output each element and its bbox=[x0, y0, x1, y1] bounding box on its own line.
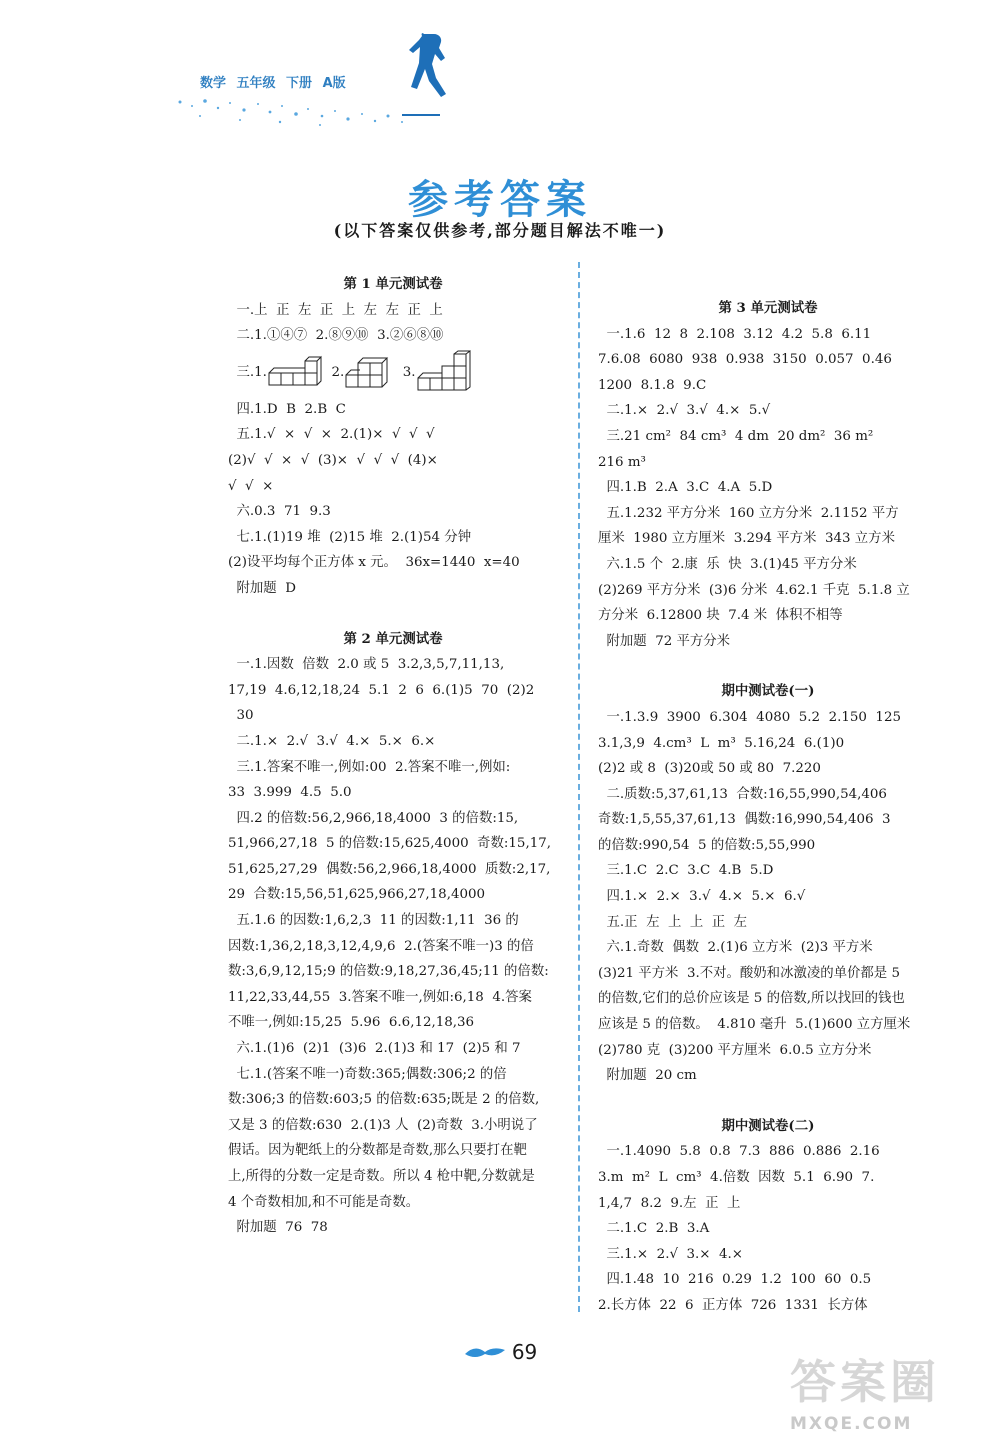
answer-line: 七.1.(1)19 堆 (2)15 堆 2.(1)54 分钟 bbox=[228, 529, 472, 545]
left-column bbox=[228, 272, 558, 1241]
answer-line: 附加题 76 78 bbox=[228, 1220, 328, 1236]
answer-line: (2)设平均每个正方体 x 元。 36x=1440 x=40 bbox=[228, 555, 520, 571]
answer-line: 2.长方体 22 6 正方体 726 1331 长方体 bbox=[598, 1297, 868, 1313]
section-title-unit3: 第 3 单元测试卷 bbox=[718, 300, 818, 316]
cube-figure-1-icon bbox=[267, 355, 323, 389]
answer-line: 五.1.6 的因数:1,6,2,3 11 的因数:1,11 36 的 bbox=[228, 913, 519, 929]
watermark-url: MXQE.COM bbox=[790, 1414, 913, 1434]
answer-line: 一.1.3.9 3900 6.304 4080 5.2 2.150 125 bbox=[598, 709, 901, 725]
right-column bbox=[598, 296, 938, 1319]
answer-line: 33 3.999 4.5 5.0 bbox=[228, 785, 352, 801]
answer-line: 应该是 5 的倍数。 4.810 毫升 5.(1)600 立方厘米 bbox=[598, 1017, 911, 1033]
answer-line: 三.1.× 2.√ 3.× 4.× bbox=[598, 1246, 743, 1262]
section-title-midterm2: 期中测试卷(二) bbox=[721, 1117, 815, 1134]
answer-line: 四.1.× 2.× 3.√ 4.× 5.× 6.√ bbox=[598, 889, 806, 905]
answer-line: (2)780 克 (3)200 平方厘米 6.0.5 立方分米 bbox=[598, 1042, 872, 1058]
answer-line: 三.21 cm² 84 cm³ 4 dm 20 dm² 36 m² bbox=[598, 428, 874, 444]
skater-silhouette-icon bbox=[400, 30, 460, 120]
answer-line: 一.上 正 左 正 上 左 左 正 上 bbox=[228, 302, 443, 318]
watermark-logo: 答案圈 bbox=[790, 1355, 940, 1409]
answer-label: 三.1. bbox=[228, 364, 267, 380]
sparkle-trail-decoration bbox=[170, 92, 430, 132]
answer-line: 1200 8.1.8 9.C bbox=[598, 377, 707, 393]
answer-label: 2. bbox=[331, 364, 345, 380]
answer-line: 四.1.D B 2.B C bbox=[228, 401, 346, 417]
answer-line: 六.1.奇数 偶数 2.(1)6 立方米 (2)3 平方米 bbox=[598, 940, 873, 956]
answer-line: (2)2 或 8 (3)20或 50 或 80 7.220 bbox=[598, 761, 821, 777]
answer-label: 3. bbox=[402, 364, 416, 380]
answer-line: 一.1.因数 倍数 2.0 或 5 3.2,3,5,7,11,13, bbox=[228, 657, 505, 673]
answer-line: 的倍数,它们的总价应该是 5 的倍数,所以找回的钱也 bbox=[598, 991, 905, 1007]
book-header bbox=[170, 30, 470, 150]
answer-line: (3)21 平方米 3.不对。酸奶和冰激凌的单价都是 5 bbox=[598, 965, 900, 981]
answer-line: 数:3,6,9,12,15;9 的倍数:9,18,27,36,45;11 的倍数: bbox=[228, 964, 549, 980]
answer-line: 二.1.× 2.√ 3.√ 4.× 5.× 6.× bbox=[228, 733, 436, 749]
answer-line: 二.1.①④⑦ 2.⑧⑨⑩ 3.②⑥⑧⑩ bbox=[228, 328, 444, 344]
answer-line-cubes bbox=[228, 349, 558, 397]
answer-line: 3.m m² L cm³ 4.倍数 因数 5.1 6.90 7. bbox=[598, 1170, 875, 1185]
answer-line: 三.1.C 2.C 3.C 4.B 5.D bbox=[598, 863, 774, 879]
answer-line: 上,所得的分数一定是奇数。所以 4 枪中靶,分数就是 bbox=[228, 1169, 535, 1184]
cube-figure-3-icon bbox=[416, 350, 476, 394]
section-title-unit2: 第 2 单元测试卷 bbox=[343, 630, 443, 647]
answer-line: 数:306;3 的倍数:603;5 的倍数:635;既是 2 的倍数, bbox=[228, 1092, 540, 1108]
answer-line: 附加题 72 平方分米 bbox=[598, 633, 731, 649]
answer-line: 的倍数:990,54 5 的倍数:5,55,990 bbox=[598, 837, 816, 853]
answer-line: 二.1.× 2.√ 3.√ 4.× 5.√ bbox=[598, 403, 771, 419]
answer-line: 51,625,27,29 偶数:56,2,966,18,4000 质数:2,17, bbox=[228, 861, 551, 877]
answer-line: 五.1.√ × √ × 2.(1)× √ √ √ bbox=[228, 427, 435, 443]
section-title-unit1: 第 1 单元测试卷 bbox=[343, 276, 443, 292]
answer-line: (2)√ √ × √ (3)× √ √ √ (4)× bbox=[228, 452, 438, 468]
answer-line: 四.1.48 10 216 0.29 1.2 100 60 0.5 bbox=[598, 1272, 872, 1288]
answer-line: 1,4,7 8.2 9.左 正 上 bbox=[598, 1195, 741, 1211]
answer-line: 一.1.4090 5.8 0.8 7.3 886 0.886 2.16 bbox=[598, 1144, 880, 1160]
answer-line: 三.1.答案不唯一,例如:00 2.答案不唯一,例如: bbox=[228, 759, 511, 775]
answer-line: 7.6.08 6080 938 0.938 3150 0.057 0.46 bbox=[598, 352, 892, 368]
answer-line: 附加题 D bbox=[228, 580, 296, 596]
column-divider bbox=[578, 262, 580, 1312]
answer-line: 又是 3 的倍数:630 2.(1)3 人 (2)奇数 3.小明说了 bbox=[228, 1117, 538, 1133]
page-title: 参考答案 bbox=[408, 177, 592, 223]
answer-line: 四.2 的倍数:56,2,966,18,4000 3 的倍数:15, bbox=[228, 810, 519, 826]
answer-line: 4 个奇数相加,和不可能是奇数。 bbox=[228, 1194, 420, 1210]
answer-line: 六.1.(1)6 (2)1 (3)6 2.(1)3 和 17 (2)5 和 7 bbox=[228, 1041, 521, 1057]
answer-line: 29 合数:15,56,51,625,966,27,18,4000 bbox=[228, 887, 486, 903]
answer-line: √ √ × bbox=[228, 478, 274, 494]
answer-line: 厘米 1980 立方厘米 3.294 平方米 343 立方米 bbox=[598, 531, 895, 547]
watermark bbox=[790, 1346, 980, 1436]
answer-line: 11,22,33,44,55 3.答案不唯一,例如:6,18 4.答案 bbox=[228, 989, 532, 1005]
answer-line: 一.1.6 12 8 2.108 3.12 4.2 5.8 6.11 bbox=[598, 326, 872, 342]
answer-line: 因数:1,36,2,18,3,12,4,9,6 2.(答案不唯一)3 的倍 bbox=[228, 938, 534, 954]
answer-line: 七.1.(答案不唯一)奇数:365;偶数:306;2 的倍 bbox=[228, 1066, 507, 1082]
answer-line: 假话。因为靶纸上的分数都是奇数,那么只要打在靶 bbox=[228, 1143, 527, 1159]
page-number-text: 69 bbox=[511, 1340, 538, 1364]
answer-line: 附加题 20 cm bbox=[598, 1068, 697, 1084]
section-title-midterm1: 期中测试卷(一) bbox=[721, 683, 815, 700]
answer-line: 216 m³ bbox=[598, 454, 646, 470]
answer-line: 二.1.C 2.B 3.A bbox=[598, 1221, 710, 1237]
answer-line: 五.正 左 上 上 正 左 bbox=[598, 914, 748, 930]
cube-figure-2-icon bbox=[344, 353, 394, 391]
answer-line: 五.1.232 平方分米 160 立方分米 2.1152 平方 bbox=[598, 505, 899, 521]
answer-line: 六.0.3 71 9.3 bbox=[228, 504, 331, 520]
answer-line: 奇数:1,5,55,37,61,13 偶数:16,990,54,406 3 bbox=[598, 812, 891, 828]
answer-line: 3.1,3,9 4.cm³ L m³ 5.16,24 6.(1)0 bbox=[598, 735, 845, 751]
answer-line: 方分米 6.12800 块 7.4 米 体积不相等 bbox=[598, 608, 843, 624]
answer-line: 二.质数:5,37,61,13 合数:16,55,990,54,406 bbox=[598, 786, 887, 802]
answer-line: 30 bbox=[228, 708, 254, 724]
page-subtitle: (以下答案仅供参考,部分题目解法不唯一) bbox=[333, 221, 667, 240]
answer-line: 不唯一,例如:15,25 5.96 6.6,12,18,36 bbox=[228, 1015, 475, 1031]
answer-line: 四.1.B 2.A 3.C 4.A 5.D bbox=[598, 480, 773, 496]
book-subject: 数学 五年级 下册 A版 bbox=[200, 76, 346, 91]
answer-line: 51,966,27,18 5 的倍数:15,625,4000 奇数:15,17, bbox=[228, 836, 552, 852]
answer-line: 六.1.5 个 2.康 乐 快 3.(1)45 平方分米 bbox=[598, 556, 857, 572]
leaf-ornament-icon bbox=[463, 1342, 507, 1362]
answer-line: 17,19 4.6,12,18,24 5.1 2 6 6.(1)5 70 (2)2 bbox=[228, 682, 535, 698]
answer-line: (2)269 平方分米 (3)6 分米 4.62.1 千克 5.1.8 立 bbox=[598, 582, 910, 598]
